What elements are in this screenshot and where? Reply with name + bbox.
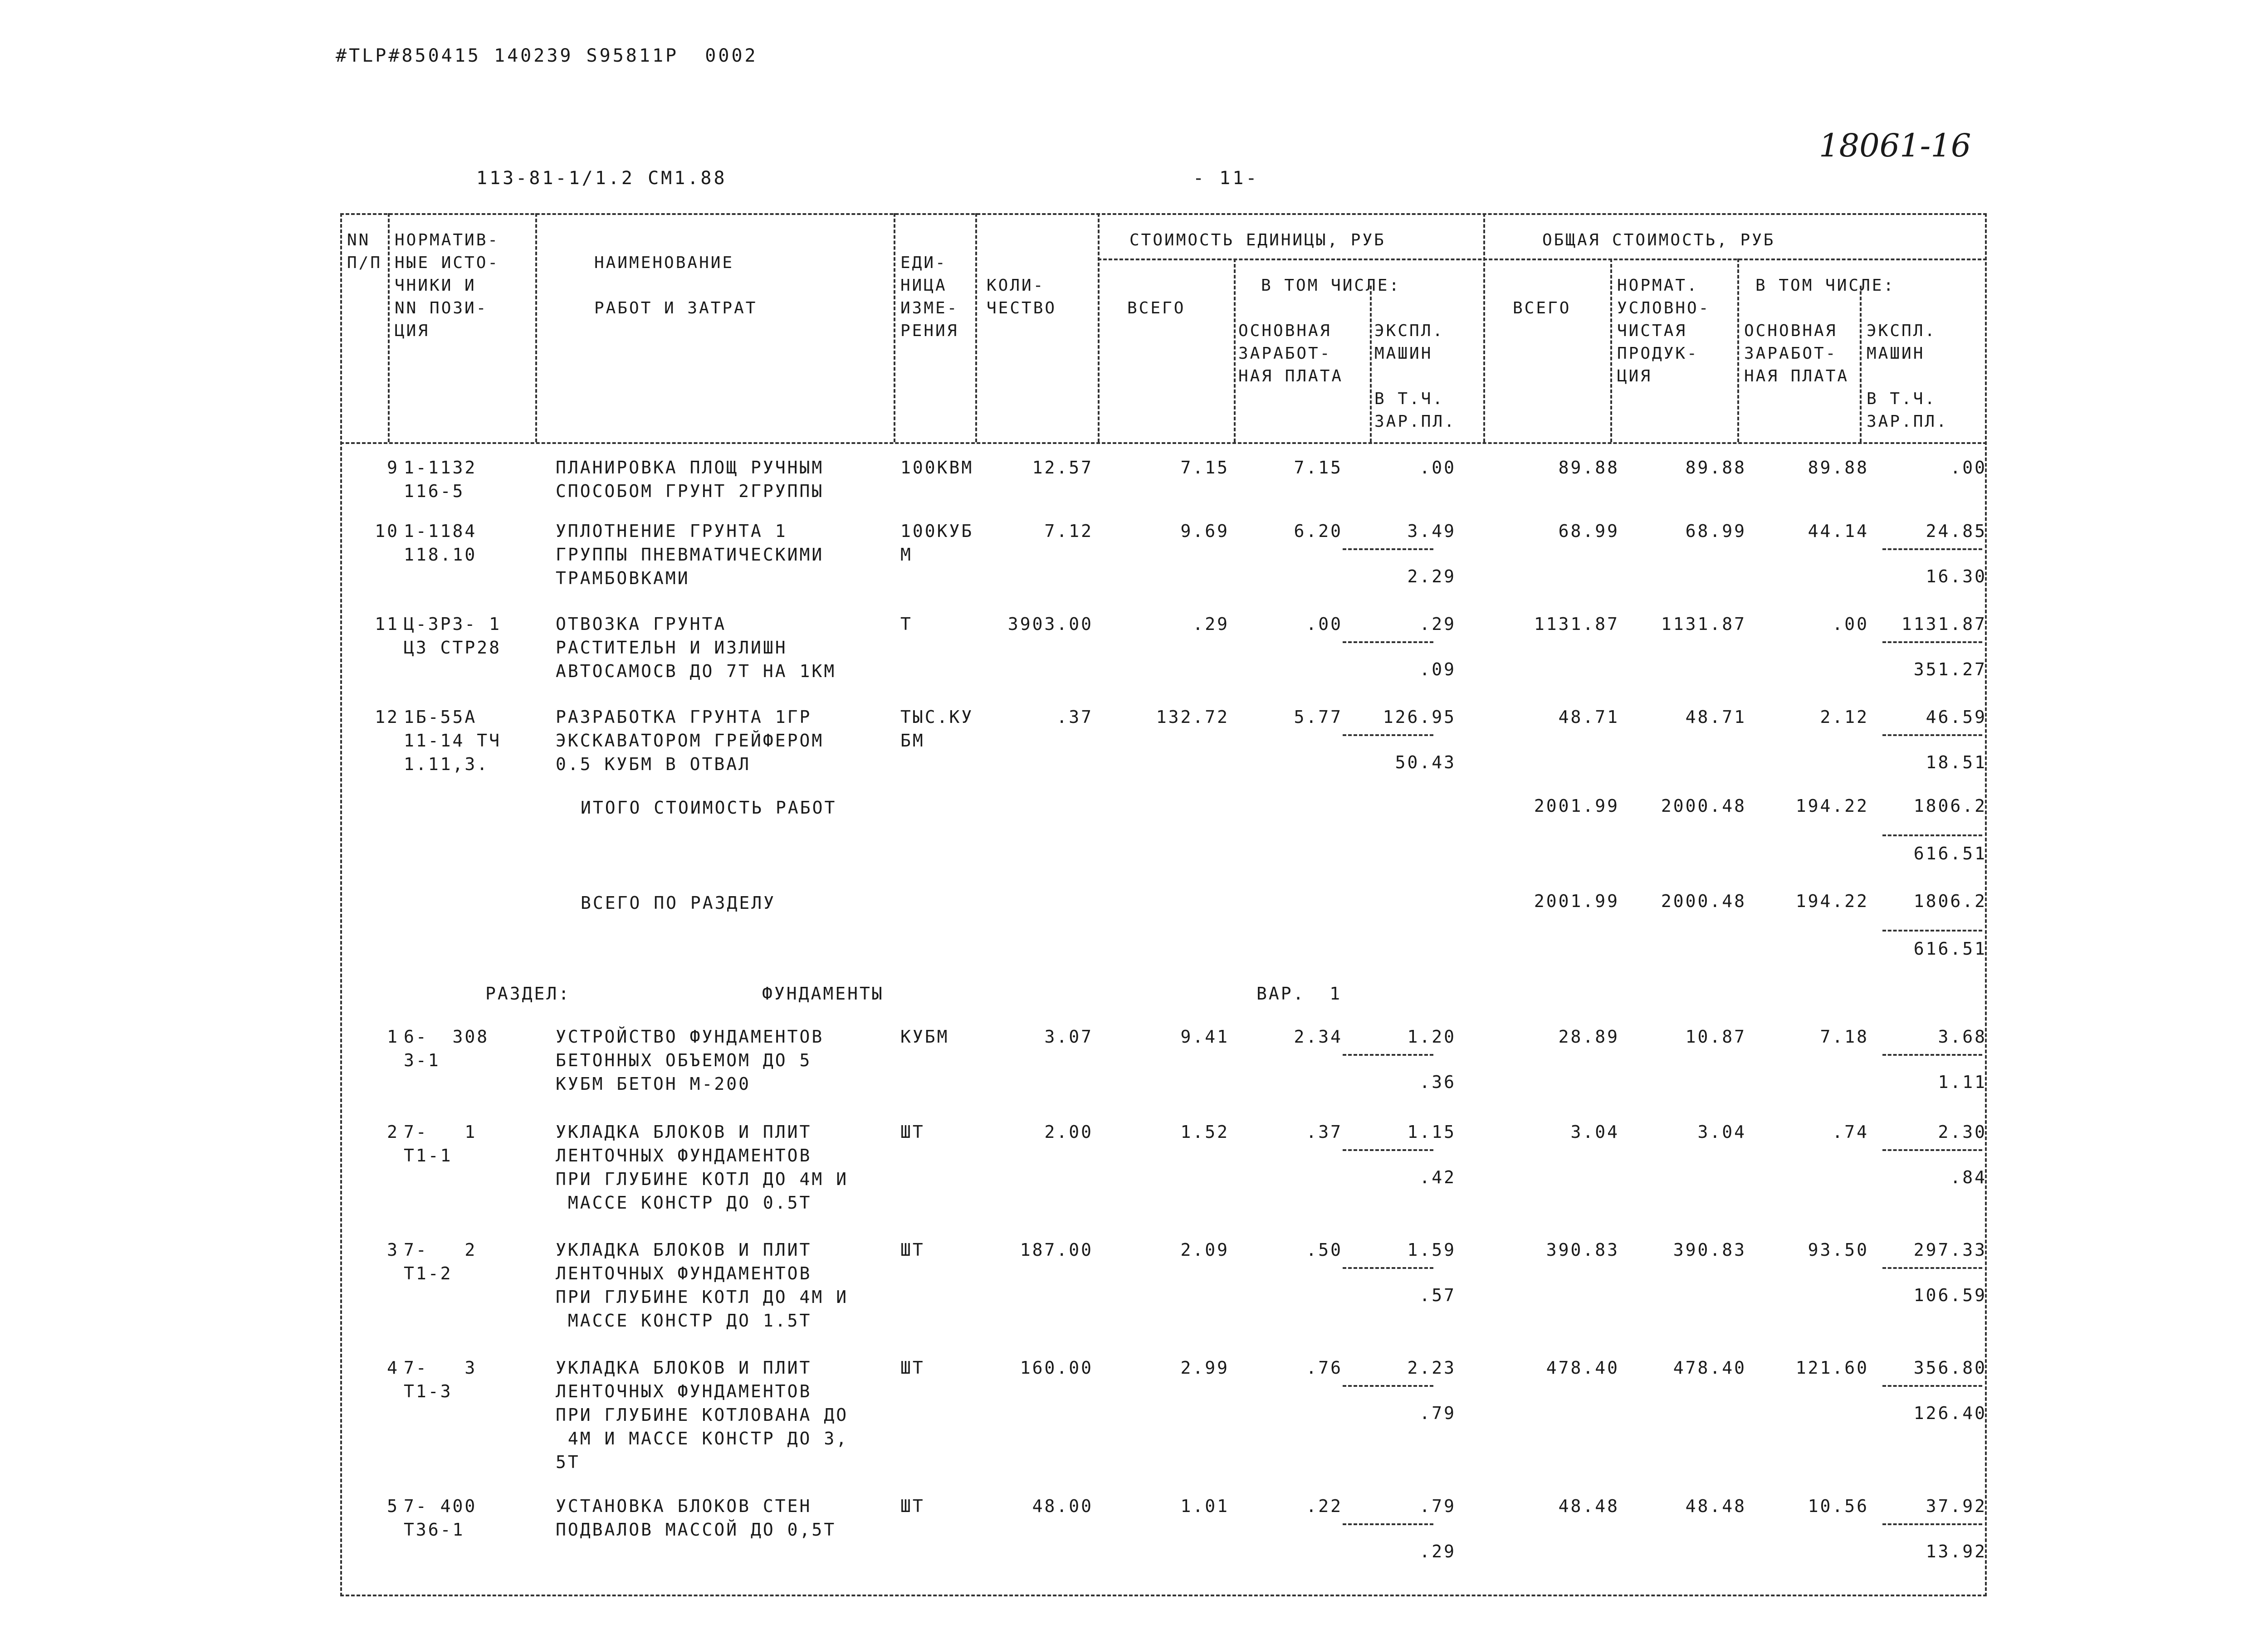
cell-name: РАЗРАБОТКА ГРУНТА 1ГР ЭКСКАВАТОРОМ ГРЕЙФЕРОМ 0.5 КУБМ В ОТВАЛ (556, 707, 824, 774)
col-rule (1098, 213, 1100, 442)
header-rule-group (1098, 259, 1987, 260)
cell-netprod: 390.83 (1673, 1240, 1746, 1260)
cell-mach_sub: .57 (1419, 1285, 1456, 1305)
cell-qty: 160.00 (1020, 1358, 1093, 1378)
cell-total: 2.09 (1180, 1240, 1229, 1260)
cell-norm: 1-1132 116-5 (404, 458, 477, 501)
header-machines: ЭКСПЛ. МАШИН (1374, 322, 1445, 363)
cell-netprod: 68.99 (1685, 521, 1746, 541)
cell-underline (1882, 1267, 1982, 1269)
subtotal-total: 2001.99 (1534, 796, 1619, 816)
cell-name: УКЛАДКА БЛОКОВ И ПЛИТ ЛЕНТОЧНЫХ ФУНДАМЕНТОВ ПРИ ГЛУБИНЕ КОТЛ ДО 4М И МАССЕ КОНСТР ДО 1.5Т (556, 1240, 849, 1331)
cell-underline (1343, 1523, 1433, 1525)
cell-total2: 478.40 (1546, 1358, 1619, 1378)
cell-mach2_sub: .84 (1950, 1167, 1987, 1187)
cell-name: УКЛАДКА БЛОКОВ И ПЛИТ ЛЕНТОЧНЫХ ФУНДАМЕНТОВ ПРИ ГЛУБИНЕ КОТЛОВАНА ДО 4М И МАССЕ КОНСТР ДО 3, 5Т (556, 1358, 849, 1472)
cell-netprod: 478.40 (1673, 1358, 1746, 1378)
cell-mach: .79 (1419, 1496, 1456, 1516)
subtotal-underline (1882, 834, 1982, 836)
header-total2: ВСЕГО (1513, 299, 1571, 317)
cell-wage: 5.77 (1294, 707, 1343, 727)
cell-wage2: 89.88 (1808, 458, 1869, 478)
cell-netprod: 89.88 (1685, 458, 1746, 478)
cell-qty: 187.00 (1020, 1240, 1093, 1260)
cell-underline (1882, 1054, 1982, 1056)
cell-mach2: 46.59 (1926, 707, 1987, 727)
section-variant: ВАР. 1 (1256, 984, 1342, 1004)
cell-mach2: 356.80 (1913, 1358, 1987, 1378)
cell-wage2: 121.60 (1795, 1358, 1869, 1378)
cell-qty: 3.07 (1044, 1027, 1093, 1047)
cell-underline (1343, 548, 1433, 550)
cell-total2: 89.88 (1558, 458, 1619, 478)
cell-underline (1882, 1523, 1982, 1525)
cell-mach2: .00 (1950, 458, 1987, 478)
cell-norm: 6- 308 3-1 (404, 1027, 489, 1070)
cell-underline (1343, 641, 1433, 643)
cell-no: 2 (387, 1122, 399, 1142)
header-including: В ТОМ ЧИСЛЕ: (1261, 276, 1401, 295)
subtotal-wage: 194.22 (1795, 796, 1869, 816)
section-total-label: ВСЕГО ПО РАЗДЕЛУ (581, 893, 776, 913)
header-bottom-rule (340, 442, 1987, 444)
subtotal-label: ИТОГО СТОИМОСТЬ РАБОТ (581, 798, 837, 818)
cell-wage2: 10.56 (1808, 1496, 1869, 1516)
cell-mach2_sub: 106.59 (1913, 1285, 1987, 1305)
col-rule (1370, 286, 1372, 442)
cell-norm: 7- 400 Т36-1 (404, 1496, 477, 1540)
header-net-production: НОРМАТ. УСЛОВНО- ЧИСТАЯ ПРОДУК- ЦИЯ (1617, 276, 1711, 385)
cell-wage2: .74 (1832, 1122, 1869, 1142)
cell-unit: 100КВМ (900, 458, 974, 478)
cell-wage: .37 (1306, 1122, 1343, 1142)
subtotal-machines: 1806.2 (1913, 796, 1987, 816)
cell-mach_sub: 50.43 (1395, 752, 1456, 772)
cell-mach: .29 (1419, 614, 1456, 634)
cell-norm: 7- 3 Т1-3 (404, 1358, 477, 1401)
cell-qty: 12.57 (1032, 458, 1093, 478)
col-rule (894, 213, 895, 442)
cell-name: УСТРОЙСТВО ФУНДАМЕНТОВ БЕТОННЫХ ОБЪЕМОМ ДО 5 КУБМ БЕТОН М-200 (556, 1027, 824, 1094)
cell-mach2: 3.68 (1938, 1027, 1987, 1047)
section-total-machines-wage: 616.51 (1913, 939, 1987, 959)
cell-netprod: 10.87 (1685, 1027, 1746, 1047)
cell-norm: Ц-3Р3- 1 Ц3 СТР28 (404, 614, 502, 658)
cell-wage2: 44.14 (1808, 521, 1869, 541)
cell-total2: 1131.87 (1534, 614, 1619, 634)
cell-mach: 3.49 (1407, 521, 1456, 541)
header-no: NN П/П (347, 231, 382, 272)
cell-underline (1882, 548, 1982, 550)
cell-total2: 48.71 (1558, 707, 1619, 727)
cell-total: 7.15 (1180, 458, 1229, 478)
cell-mach_sub: .79 (1419, 1403, 1456, 1423)
cell-name: УСТАНОВКА БЛОКОВ СТЕН ПОДВАЛОВ МАССОЙ ДО 0,5Т (556, 1496, 836, 1540)
cell-no: 5 (387, 1496, 399, 1516)
cell-netprod: 1131.87 (1661, 614, 1746, 634)
cell-norm: 7- 1 Т1-1 (404, 1122, 477, 1166)
cell-underline (1882, 641, 1982, 643)
cell-norm: 1-1184 118.10 (404, 521, 477, 565)
cell-mach_sub: 2.29 (1407, 566, 1456, 586)
cell-norm: 1Б-55А 11-14 ТЧ 1.11,3. (404, 707, 502, 774)
cell-mach2_sub: 18.51 (1926, 752, 1987, 772)
cell-name: УПЛОТНЕНИЕ ГРУНТА 1 ГРУППЫ ПНЕВМАТИЧЕСКИМИ ТРАМБОВКАМИ (556, 521, 824, 588)
section-label: РАЗДЕЛ: (485, 984, 571, 1004)
cell-mach: .00 (1419, 458, 1456, 478)
page-number: - 11- (1193, 168, 1259, 189)
col-rule (1234, 259, 1236, 442)
col-rule (1860, 286, 1862, 442)
cell-total2: 48.48 (1558, 1496, 1619, 1516)
cell-wage: .76 (1306, 1358, 1343, 1378)
cell-mach2: 37.92 (1926, 1496, 1987, 1516)
cell-total: 2.99 (1180, 1358, 1229, 1378)
cell-underline (1343, 1267, 1433, 1269)
handwritten-number: 18061-16 (1819, 127, 1971, 164)
cell-no: 4 (387, 1358, 399, 1378)
cell-mach: 126.95 (1383, 707, 1456, 727)
cell-wage2: 7.18 (1820, 1027, 1869, 1047)
cell-mach: 2.23 (1407, 1358, 1456, 1378)
cell-underline (1882, 1385, 1982, 1387)
cell-total: 132.72 (1156, 707, 1229, 727)
cell-netprod: 48.48 (1685, 1496, 1746, 1516)
cell-no: 1 (387, 1027, 399, 1047)
cell-wage: .50 (1306, 1240, 1343, 1260)
col-rule (1737, 259, 1739, 442)
cell-mach_sub: .29 (1419, 1541, 1456, 1561)
col-rule (388, 213, 390, 442)
cell-total2: 68.99 (1558, 521, 1619, 541)
cell-netprod: 3.04 (1697, 1122, 1746, 1142)
cell-unit: ШТ (900, 1496, 925, 1516)
cell-norm: 7- 2 Т1-2 (404, 1240, 477, 1283)
cell-mach2_sub: 351.27 (1913, 659, 1987, 679)
cell-qty: .37 (1056, 707, 1093, 727)
cell-wage2: 93.50 (1808, 1240, 1869, 1260)
cell-wage: 6.20 (1294, 521, 1343, 541)
header-wage2: ОСНОВНАЯ ЗАРАБОТ- НАЯ ПЛАТА (1744, 322, 1849, 385)
cell-mach2: 1131.87 (1901, 614, 1987, 634)
cell-name: ОТВОЗКА ГРУНТА РАСТИТЕЛЬН И ИЗЛИШН АВТОСАМОСВ ДО 7Т НА 1КМ (556, 614, 836, 681)
cell-qty: 48.00 (1032, 1496, 1093, 1516)
cell-underline (1882, 1149, 1982, 1151)
header-wage: ОСНОВНАЯ ЗАРАБОТ- НАЯ ПЛАТА (1238, 322, 1344, 385)
document-code-line: #TLP#850415 140239 S95811P 0002 (336, 45, 758, 66)
cell-underline (1343, 1054, 1433, 1056)
cell-wage2: .00 (1832, 614, 1869, 634)
cell-mach2_sub: 13.92 (1926, 1541, 1987, 1561)
cell-netprod: 48.71 (1685, 707, 1746, 727)
header-including2: В ТОМ ЧИСЛЕ: (1755, 276, 1896, 295)
cell-no: 10 (375, 521, 399, 541)
cell-unit: 100КУБ М (900, 521, 974, 565)
cell-total2: 3.04 (1570, 1122, 1619, 1142)
cell-wage: .00 (1306, 614, 1343, 634)
cell-mach2_sub: 126.40 (1913, 1403, 1987, 1423)
cell-total: .29 (1193, 614, 1229, 634)
cell-total: 9.41 (1180, 1027, 1229, 1047)
subtotal-net-production: 2000.48 (1661, 796, 1746, 816)
subtotal-machines-wage: 616.51 (1913, 844, 1987, 863)
cell-name: ПЛАНИРОВКА ПЛОЩ РУЧНЫМ СПОСОБОМ ГРУНТ 2ГРУППЫ (556, 458, 824, 501)
col-rule (535, 213, 537, 442)
cell-mach: 1.15 (1407, 1122, 1456, 1142)
header-unit: ЕДИ- НИЦА ИЗМЕ- РЕНИЯ (900, 254, 959, 340)
cell-unit: ШТ (900, 1122, 925, 1142)
header-total: ВСЕГО (1127, 299, 1186, 317)
cell-mach2_sub: 1.11 (1938, 1072, 1987, 1092)
cell-unit: Т (900, 614, 913, 634)
section-total-net-production: 2000.48 (1661, 891, 1746, 911)
col-rule (1483, 213, 1485, 442)
header-normative: НОРМАТИВ- НЫЕ ИСТО- ЧНИКИ И NN ПОЗИ- ЦИЯ (395, 231, 500, 340)
col-rule (975, 213, 977, 442)
header-machines2: ЭКСПЛ. МАШИН (1867, 322, 1937, 363)
cell-unit: ТЫС.КУ БМ (900, 707, 974, 751)
cell-mach2: 2.30 (1938, 1122, 1987, 1142)
header-machines-sub: В Т.Ч. ЗАР.ПЛ. (1374, 390, 1456, 431)
cell-unit: ШТ (900, 1358, 925, 1378)
cell-wage: .22 (1306, 1496, 1343, 1516)
cell-total: 1.01 (1180, 1496, 1229, 1516)
cell-no: 9 (387, 458, 399, 478)
cell-underline (1882, 734, 1982, 736)
cell-qty: 2.00 (1044, 1122, 1093, 1142)
cell-mach_sub: .36 (1419, 1072, 1456, 1092)
cell-qty: 3903.00 (1007, 614, 1093, 634)
section-total-underline (1882, 930, 1982, 932)
cell-mach_sub: .42 (1419, 1167, 1456, 1187)
cell-mach: 1.59 (1407, 1240, 1456, 1260)
header-quantity: КОЛИ- ЧЕСТВО (987, 276, 1057, 317)
section-total-wage: 194.22 (1795, 891, 1869, 911)
cell-name: УКЛАДКА БЛОКОВ И ПЛИТ ЛЕНТОЧНЫХ ФУНДАМЕНТОВ ПРИ ГЛУБИНЕ КОТЛ ДО 4М И МАССЕ КОНСТР ДО 0.5Т (556, 1122, 849, 1213)
cell-unit: КУБМ (900, 1027, 949, 1047)
cell-underline (1343, 734, 1433, 736)
section-total-machines: 1806.2 (1913, 891, 1987, 911)
header-name: НАИМЕНОВАНИЕ РАБОТ И ЗАТРАТ (594, 254, 758, 317)
cell-no: 12 (375, 707, 399, 727)
cell-mach2: 297.33 (1913, 1240, 1987, 1260)
cell-underline (1343, 1385, 1433, 1387)
cell-total2: 390.83 (1546, 1240, 1619, 1260)
cell-no: 3 (387, 1240, 399, 1260)
header-machines2-sub: В Т.Ч. ЗАР.ПЛ. (1867, 390, 1948, 431)
cell-mach: 1.20 (1407, 1027, 1456, 1047)
cell-mach2_sub: 16.30 (1926, 566, 1987, 586)
cell-wage: 2.34 (1294, 1027, 1343, 1047)
cell-wage2: 2.12 (1820, 707, 1869, 727)
col-rule (1610, 259, 1612, 442)
cell-total: 9.69 (1180, 521, 1229, 541)
cell-no: 11 (375, 614, 399, 634)
cell-total: 1.52 (1180, 1122, 1229, 1142)
cell-unit: ШТ (900, 1240, 925, 1260)
cell-qty: 7.12 (1044, 521, 1093, 541)
section-name: ФУНДАМЕНТЫ (762, 984, 884, 1004)
cell-wage: 7.15 (1294, 458, 1343, 478)
cell-mach2: 24.85 (1926, 521, 1987, 541)
header-unit-cost-group: СТОИМОСТЬ ЕДИНИЦЫ, РУБ (1129, 231, 1386, 249)
cell-mach_sub: .09 (1419, 659, 1456, 679)
project-reference: 113-81-1/1.2 СМ1.88 (476, 168, 727, 189)
cell-total2: 28.89 (1558, 1027, 1619, 1047)
section-total-total: 2001.99 (1534, 891, 1619, 911)
cell-underline (1343, 1149, 1433, 1151)
header-total-cost-group: ОБЩАЯ СТОИМОСТЬ, РУБ (1542, 231, 1775, 249)
